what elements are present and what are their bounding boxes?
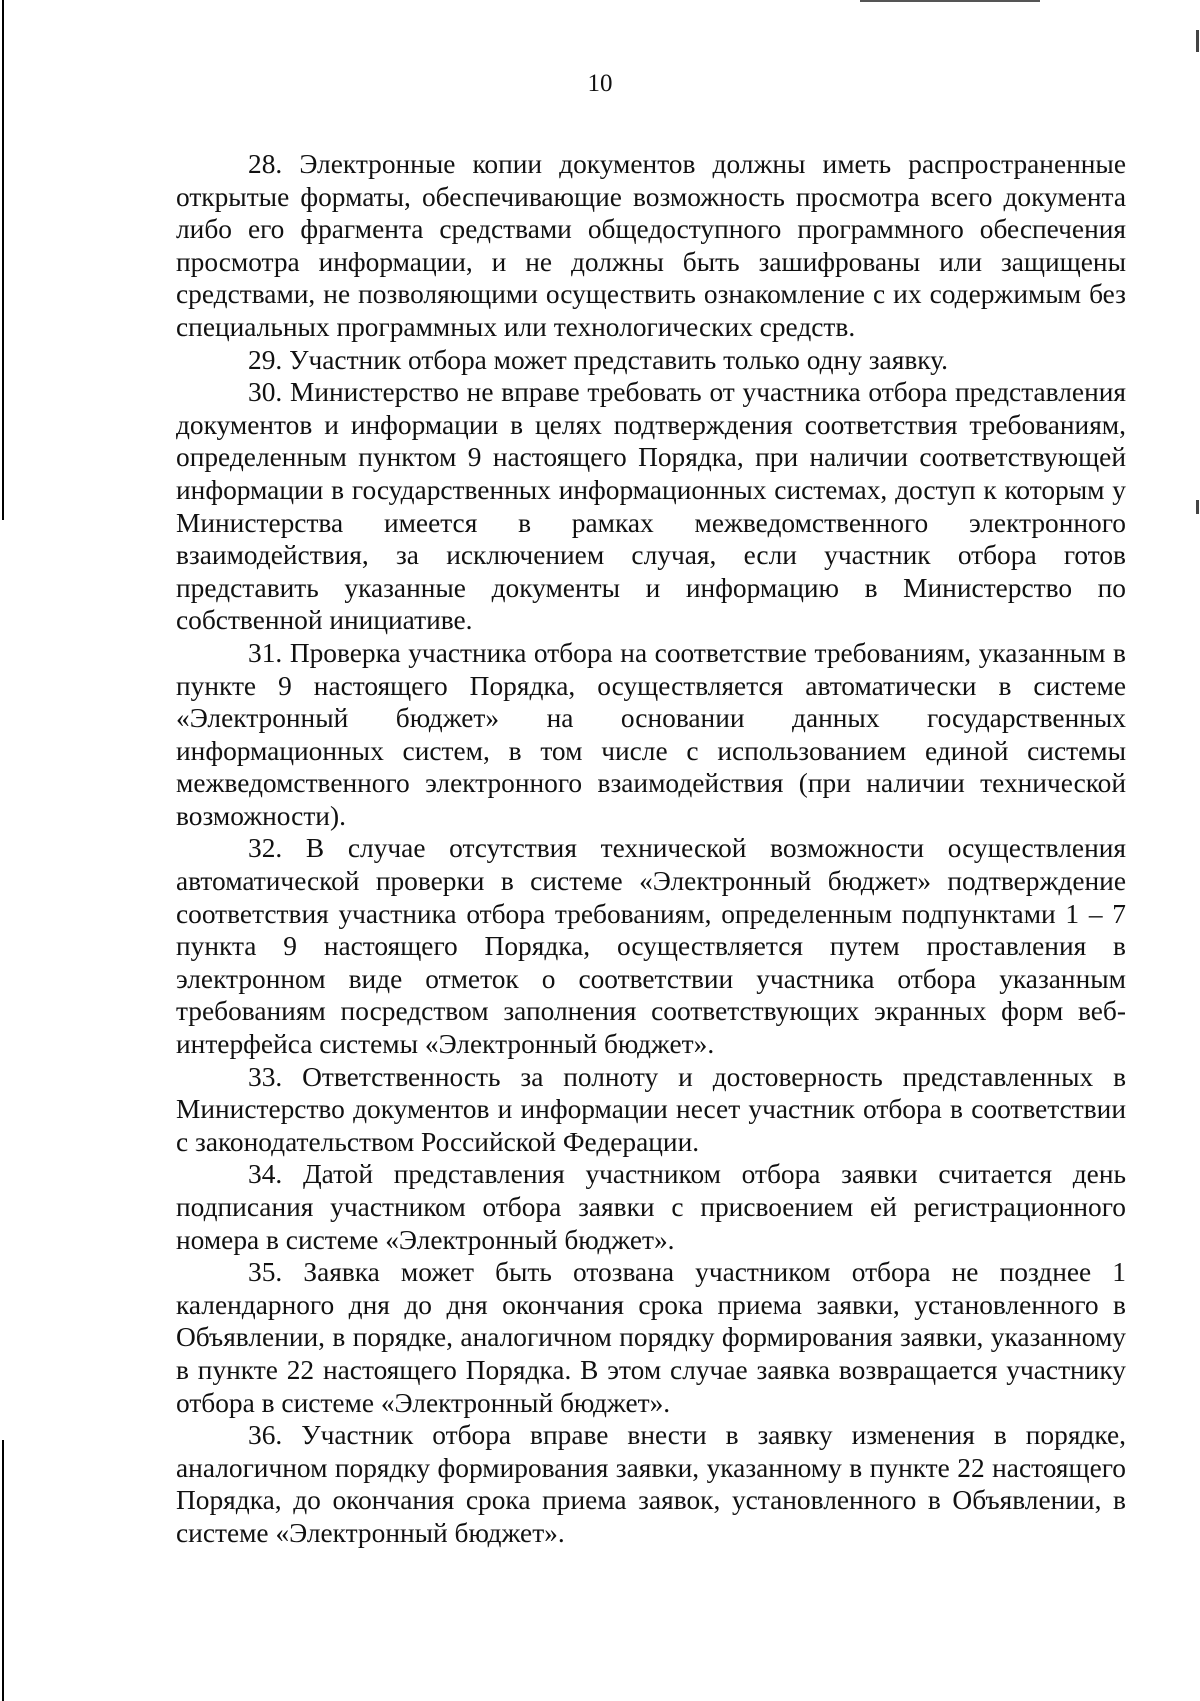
document-body [176,148,1126,1550]
paragraph-33: 33. Ответственность за полноту и достоверность представленных в Министерство документов и информации несет участник отбора в соответствии с законодательством Российской Федерации. [176,1061,1126,1157]
scan-edge-line [860,0,1040,2]
paragraph-28: 28. Электронные копии документов должны иметь распространенные открытые форматы, обеспечивающие возможность просмотра всего документа либо его фрагмента средствами общедоступного программного обеспечения просмотра информации, и не должны быть зашифрованы или защищены средствами, не позволяющими осуществить ознакомление с их содержимым без специальных программных или технологических средств. [176,149,1126,342]
paragraph-35: 35. Заявка может быть отозвана участником отбора не позднее 1 календарного дня до дня окончания срока приема заявки, установленного в Объявлении, в порядке, аналогичном порядку формирования заявки, указанному в пункте 22 настоящего Порядка. В этом случае заявка возвращается участнику отбора в системе «Электронный бюджет». [176,1257,1126,1418]
paragraph-30: 30. Министерство не вправе требовать от участника отбора представления документов и информации в целях подтверждения соответствия требованиям, определенным пунктом 9 настоящего Порядка, при наличии соответствующей информации в государственных информационных системах, доступ к которым у Министерства имеется в рамках межведомственного электронного взаимодействия, за исключением случая, если участник отбора готов представить указанные документы и информацию в Министерство по собственной инициативе. [176,377,1126,636]
paragraph-29: 29. Участник отбора может представить только одну заявку. [248,344,948,375]
paragraph-32: 32. В случае отсутствия технической возможности осуществления автоматической проверки в системе «Электронный бюджет» подтверждение соответствия участника отбора требованиям, определенным подпунктами 1 – 7 пункта 9 настоящего Порядка, осуществляется путем проставления в электронном виде отметок о соответствии участника отбора указанным требованиям посредством заполнения соответствующих экранных форм веб-интерфейса системы «Электронный бюджет». [176,833,1126,1060]
scan-edge-line [2,1440,4,1701]
scan-speck [1196,500,1199,514]
paragraph-31: 31. Проверка участника отбора на соответствие требованиям, указанным в пункте 9 настоящего Порядка, осуществляется автоматически в системе «Электронный бюджет» на основании данных государственных информационных систем, в том числе с использованием единой системы межведомственного электронного взаимодействия (при наличии технической возможности). [176,637,1126,831]
paragraph-34: 34. Датой представления участником отбора заявки считается день подписания участником отбора заявки с присвоением ей регистрационного номера в системе «Электронный бюджет». [176,1159,1126,1255]
page-number: 10 [587,70,613,97]
scan-speck [1196,30,1199,52]
paragraph-36: 36. Участник отбора вправе внести в заявку изменения в порядке, аналогичном порядку формирования заявки, указанному в пункте 22 настоящего Порядка, до окончания срока приема заявок, установленного в Объявлении, в системе «Электронный бюджет». [176,1420,1126,1548]
